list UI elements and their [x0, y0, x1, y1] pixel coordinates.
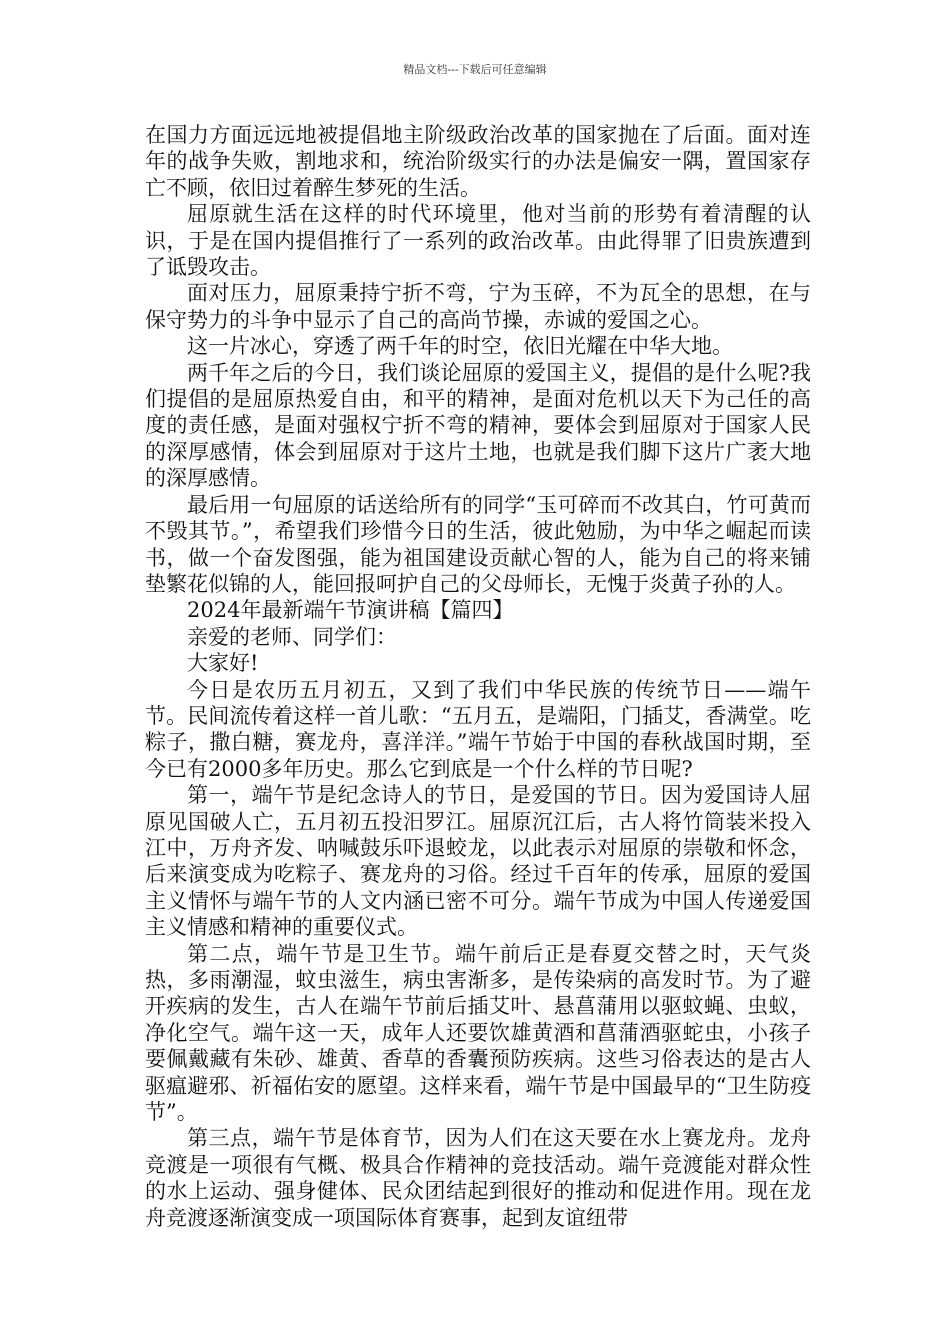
paragraph: 两千年之后的今日，我们谈论屈原的爱国主义，提倡的是什么呢?我们提倡的是屈原热爱自由，和平的精神，是面对危机以天下为己任的高度的责任感，是面对强权宁折不弯的精神，要体会到屈原对于国家人民的深厚感情，体会到屈原对于这片土地，也就是我们脚下这片广袤大地的深厚感情。 — [145, 360, 811, 491]
greeting: 大家好! — [187, 651, 259, 676]
paragraph: 面对压力，屈原秉持宁折不弯，宁为玉碎，不为瓦全的思想，在与保守势力的斗争中显示了自己的高尚节操，赤诚的爱国之心。 — [145, 281, 811, 332]
document-body — [145, 122, 811, 1231]
paragraph: 第一，端午节是纪念诗人的节日，是爱国的节日。因为爱国诗人屈原见国破人亡，五月初五投汨罗江。屈原沉江后，古人将竹筒装米投入江中，万舟齐发、呐喊鼓乐吓退蛟龙，以此表示对屈原的崇敬和怀念，后来演变成为吃粽子、赛龙舟的习俗。经过千百年的传承，屈原的爱国主义情怀与端午节的人文内涵已密不可分。端午节成为中国人传递爱国主义情感和精神的重要仪式。 — [145, 783, 811, 940]
paragraph: 屈原就生活在这样的时代环境里，他对当前的形势有着清醒的认识，于是在国内提倡推行了一系列的政治改革。由此得罪了旧贵族遭到了诋毁攻击。 — [145, 202, 811, 280]
paragraph: 最后用一句屈原的话送给所有的同学“玉可碎而不改其白，竹可黄而不毁其节。”，希望我们珍惜今日的生活，彼此勉励，为中华之崛起而读书，做一个奋发图强，能为祖国建设贡献心智的人，能为自己的将来铺垫繁花似锦的人，能回报呵护自己的父母师长，无愧于炎黄子孙的人。 — [145, 492, 811, 596]
paragraph: 这一片冰心，穿透了两千年的时空，依旧光耀在中华大地。 — [187, 334, 733, 359]
paragraph: 第二点，端午节是卫生节。端午前后正是春夏交替之时，天气炎热，多雨潮湿，蚊虫滋生，病虫害渐多，是传染病的高发时节。为了避开疾病的发生，古人在端午节前后插艾叶、悬菖蒲用以驱蚊蝇、虫蚁，净化空气。端午这一天，成年人还要饮雄黄酒和菖蒲酒驱蛇虫，小孩子要佩戴藏有朱砂、雄黄、香草的香囊预防疾病。这些习俗表达的是古人驱瘟避邪、祈福佑安的愿望。这样来看，端午节是中国最早的“卫生防疫节”。 — [145, 941, 811, 1125]
salutation: 亲爱的老师、同学们： — [187, 624, 397, 649]
paragraph: 今日是农历五月初五，又到了我们中华民族的传统节日——端午节。民间流传着这样一首儿歌：“五月五，是端阳，门插艾，香满堂。吃粽子，撒白糖，赛龙舟，喜洋洋。”端午节始于中国的春秋战国时期，至今已有2000多年历史。那么它到底是一个什么样的节日呢? — [145, 677, 811, 781]
section-heading: 2024年最新端午节演讲稿【篇四】 — [187, 598, 514, 623]
paragraph: 第三点，端午节是体育节，因为人们在这天要在水上赛龙舟。龙舟竞渡是一项很有气概、极具合作精神的竞技活动。端午竞渡能对群众性的水上运动、强身健体、民众团结起到很好的推动和促进作用。现在龙舟竞渡逐渐演变成一项国际体育赛事，起到友谊纽带 — [145, 1126, 811, 1230]
paragraph: 在国力方面远远地被提倡地主阶级政治改革的国家抛在了后面。面对连年的战争失败，割地求和，统治阶级实行的办法是偏安一隅，置国家存亡不顾，依旧过着醉生梦死的生活。 — [145, 123, 811, 200]
page-header: 精品文档---下载后可任意编辑 — [403, 63, 547, 76]
